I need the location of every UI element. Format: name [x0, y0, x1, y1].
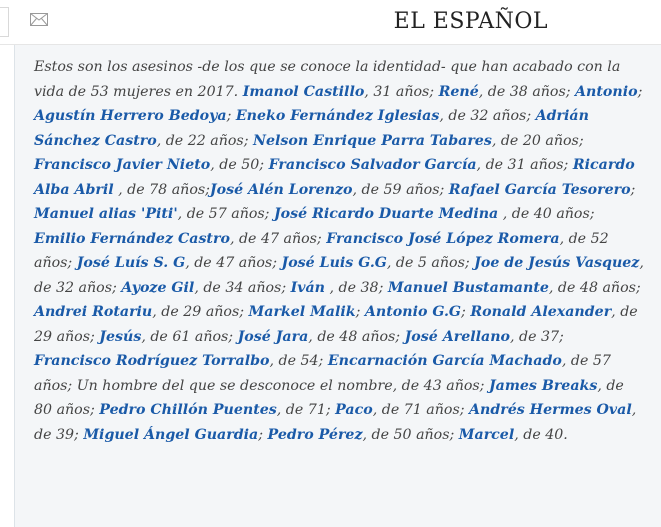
article-text-run: , de 57 años; [177, 206, 274, 222]
person-link[interactable]: Marcel [458, 426, 515, 443]
person-link[interactable]: Markel Malik [248, 304, 356, 320]
person-link[interactable]: José Luís S. G [76, 255, 186, 271]
article-text-run: , de 5 años; [386, 255, 475, 271]
article-text-run: , de 52 años; [34, 230, 609, 271]
article-text-run: , de 40 años; [498, 206, 595, 222]
person-link[interactable]: José Jara [237, 328, 309, 345]
article-text-run: ; [630, 181, 636, 198]
person-link[interactable]: Joe de Jesús Vasquez [474, 255, 640, 271]
person-link[interactable]: Encarnación García Machado [327, 353, 562, 369]
person-link[interactable]: René [438, 83, 479, 100]
article-panel [14, 45, 661, 527]
person-link[interactable]: Antonio G.G [364, 304, 462, 320]
person-link[interactable]: Francisco Rodríguez Torralbo [34, 353, 270, 369]
article-text-run: Estos son los asesinos -de los que se conoce la identidad- que han acabado con la vida de 53 mujeres en 2017. [34, 59, 621, 100]
article-text-run: , de 22 años; [156, 132, 253, 149]
article-text-run: , de 39; [34, 402, 637, 443]
person-link[interactable]: Antonio [575, 83, 638, 100]
article-text-run: , de 80 años; [34, 377, 624, 418]
article-text-run: , de 78 años; [113, 181, 210, 198]
top-bar [0, 0, 661, 45]
article-text-run: ; [226, 108, 236, 124]
person-link[interactable]: Rafael García Tesorero [448, 181, 631, 198]
article-text-run: ; [461, 304, 471, 320]
person-link[interactable]: Andrei Rotariu [34, 304, 153, 320]
envelope-icon[interactable] [30, 13, 48, 26]
article-text-run: , de 38 años; [478, 83, 576, 100]
article-text-run: , de 38; [325, 279, 388, 296]
person-link[interactable]: Agustín Herrero Bedoya [34, 108, 227, 124]
person-link[interactable]: José Alén Lorenzo [209, 181, 353, 198]
article-text-run: , de 54; [269, 353, 328, 369]
side-tab[interactable] [0, 7, 9, 37]
article-text-run: , de 32 años; [34, 255, 644, 296]
article-text-run: , de 34 años; [194, 279, 291, 296]
person-link[interactable]: Francisco Salvador García [268, 157, 477, 173]
article-text-run: , de 50; [210, 157, 269, 173]
article-text-run: ; [355, 304, 365, 320]
article-text-run: ; [258, 426, 268, 443]
article-paragraph [34, 55, 644, 447]
person-link[interactable]: James Breaks [488, 377, 598, 394]
person-link[interactable]: Emilio Fernández Castro [34, 230, 230, 247]
article-text-run: , de 71 años; [372, 402, 470, 418]
article-text-run: , de 48 años; [548, 279, 641, 296]
person-link[interactable]: Jesús [99, 328, 142, 345]
person-link[interactable]: José Luis G.G [281, 255, 387, 271]
article-text-run: , de 31 años; [476, 157, 573, 173]
person-link[interactable]: Nelson Enrique Parra Tabares [252, 132, 492, 149]
person-link[interactable]: Imanol Castillo [242, 83, 365, 100]
article-text-run: , de 50 años; [362, 426, 459, 443]
article-text-run: , de 37; [509, 328, 564, 345]
person-link[interactable]: Francisco José López Romera [326, 230, 560, 247]
person-link[interactable]: Ricardo Alba Abril [34, 157, 635, 198]
person-link[interactable]: Pedro Chillón Puentes [99, 402, 277, 418]
person-link[interactable]: Manuel alias 'Piti' [34, 206, 178, 222]
person-link[interactable]: Ayoze Gil [121, 279, 195, 296]
person-link[interactable]: Paco [335, 402, 373, 418]
person-link[interactable]: Pedro Pérez [267, 426, 363, 443]
person-link[interactable]: Eneko Fernández Iglesias [235, 108, 440, 124]
article-text-run: ; [637, 83, 643, 100]
article-text-run: , de 59 años; [352, 181, 449, 198]
article-text-run: , de 57 años; Un hombre del que se desconoce el nombre, de 43 años; [34, 353, 611, 394]
article-text-run: , de 47 años; [185, 255, 282, 271]
article-text-run: , de 32 años; [439, 108, 536, 124]
article-text-run: , de 47 años; [229, 230, 327, 247]
person-link[interactable]: Francisco Javier Nieto [34, 157, 211, 173]
person-link[interactable]: Miguel Ángel Guardia [83, 426, 259, 443]
article-text-run: , de 40. [514, 426, 568, 443]
article-text-run: , de 48 años; [308, 328, 405, 345]
person-link[interactable]: José Arellano [404, 328, 510, 345]
person-link[interactable]: Adrián Sánchez Castro [34, 108, 589, 149]
person-link[interactable]: José Ricardo Duarte Medina [273, 206, 499, 222]
article-text-run: , 31 años; [364, 83, 439, 100]
article-text-run: , de 71; [276, 402, 336, 418]
person-link[interactable]: Iván [290, 279, 325, 296]
article-text-run: , de 20 años; [491, 132, 584, 149]
person-link[interactable]: Andrés Hermes Oval [469, 402, 632, 418]
brand-logo[interactable]: EL ESPAÑOL [393, 9, 548, 34]
person-link[interactable]: Ronald Alexander [470, 304, 612, 320]
article-text-run: , de 29 años; [152, 304, 249, 320]
person-link[interactable]: Manuel Bustamante [387, 279, 549, 296]
article-text-run: , de 29 años; [34, 304, 638, 345]
article-text-run: , de 61 años; [141, 328, 238, 345]
